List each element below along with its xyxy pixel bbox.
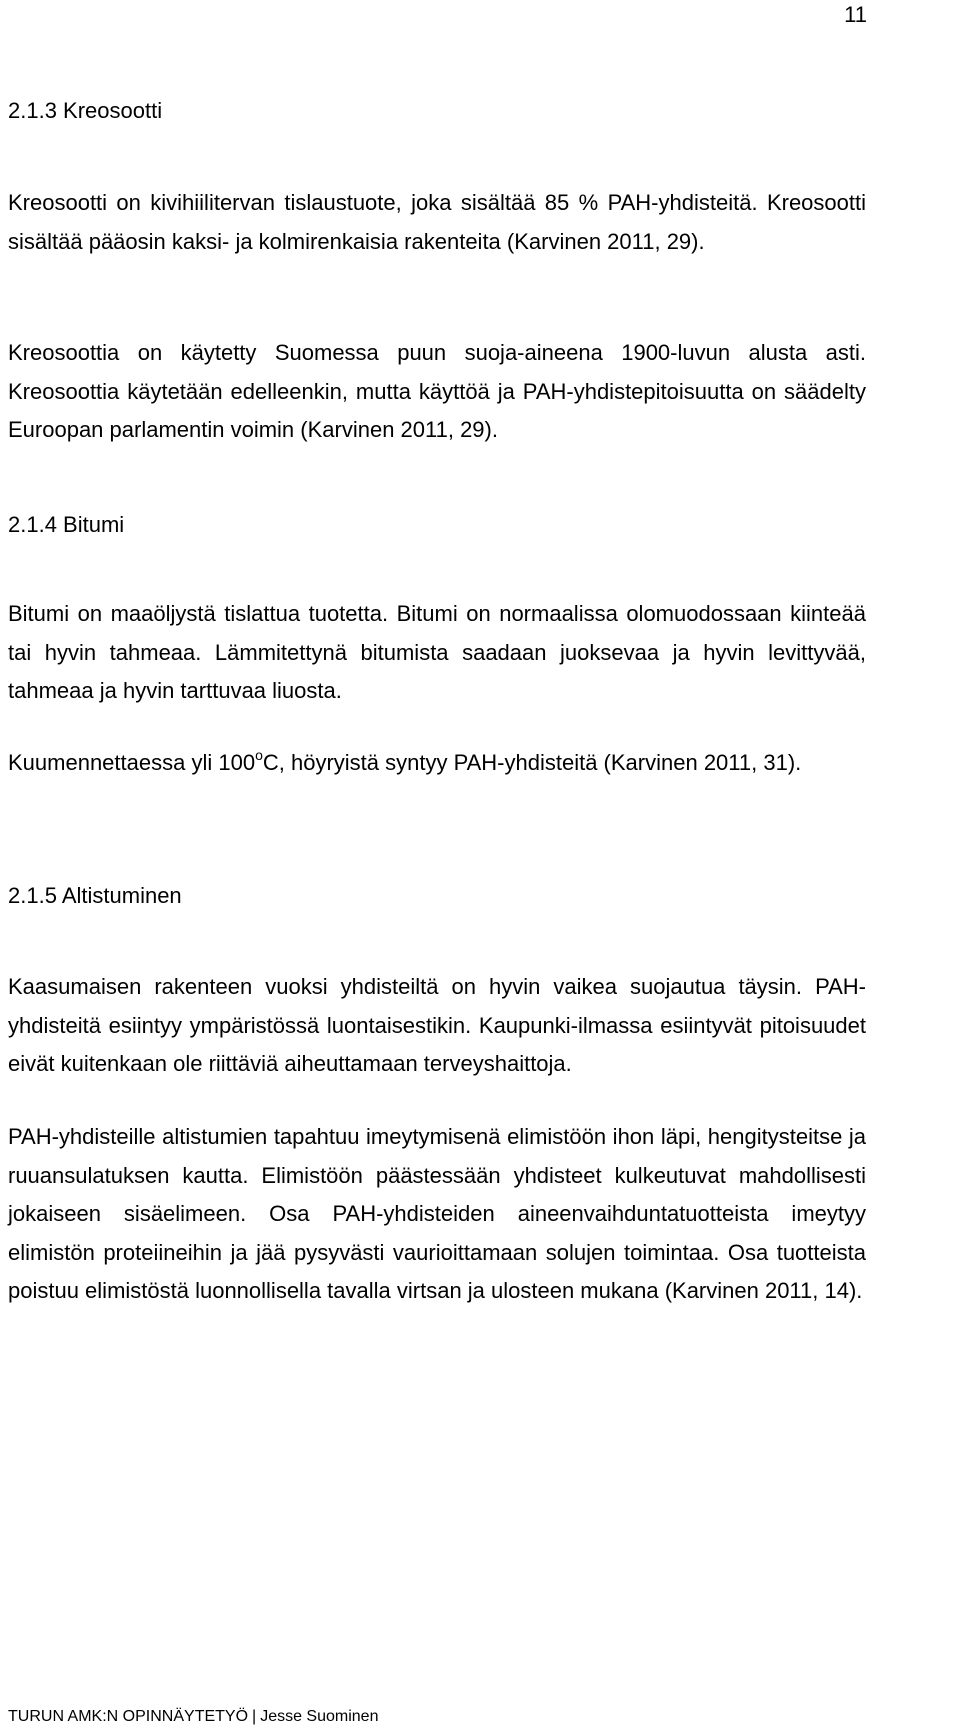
temperature-text-before: Kuumennettaessa yli 100 [8, 750, 256, 775]
footer-author: Jesse Suominen [260, 1708, 379, 1725]
section-heading-kreosootti: 2.1.3 Kreosootti [8, 98, 163, 123]
section-heading-altistuminen: 2.1.5 Altistuminen [8, 883, 182, 908]
paragraph-altistuminen-2: PAH-yhdisteille altistumien tapahtuu imeytymisenä elimistöön ihon läpi, hengitysteitse ja ruuansulatuksen kautta. Elimistöön päästessään yhdisteet kulkeutuvat mahdollisesti jokaiseen sisäelimeen. Osa PAH-yhdisteiden aineenvaihduntatuotteista imeytyy elimistön proteiineihin ja jää pysyvästi vaurioittamaan solujen toimintaa. Osa tuotteista poistuu elimistöstä luonnollisella tavalla virtsan ja ulosteen mukana (Karvinen 2011, 14). [8, 1124, 866, 1303]
paragraph-bitumi-2 [8, 744, 866, 783]
footer-institution: TURUN AMK:N OPINNÄYTETYÖ [8, 1708, 249, 1725]
footer-separator: | [252, 1708, 257, 1725]
section-heading-bitumi: 2.1.4 Bitumi [8, 512, 125, 537]
paragraph-kreosootti-2: Kreosoottia on käytetty Suomessa puun suoja-aineena 1900-luvun alusta asti. Kreosoottia käytetään edelleenkin, mutta käyttöä ja PAH-yhdistepitoisuutta on säädelty Euroopan parlamentin voimin (Karvinen 2011, 29). [8, 340, 866, 442]
paragraph-bitumi-1: Bitumi on maaöljystä tislattua tuotetta. Bitumi on normaalissa olomuodossaan kiinteää tai hyvin tahmeaa. Lämmitettynä bitumista saadaan juoksevaa ja hyvin levittyvää, tahmeaa ja hyvin tarttuvaa liuosta. [8, 601, 866, 703]
degree-superscript: o [255, 747, 263, 763]
footer [8, 1708, 378, 1726]
paragraph-kreosootti-1: Kreosootti on kivihiilitervan tislaustuote, joka sisältää 85 % PAH-yhdisteitä. Kreosootti sisältää pääosin kaksi- ja kolmirenkaisia rakenteita (Karvinen 2011, 29). [8, 190, 866, 254]
page-number: 11 [844, 2, 867, 27]
paragraph-altistuminen-1: Kaasumaisen rakenteen vuoksi yhdisteiltä on hyvin vaikea suojautua täysin. PAH-yhdisteitä esiintyy ympäristössä luontaisestikin. Kaupunki-ilmassa esiintyvät pitoisuudet eivät kuitenkaan ole riittäviä aiheuttamaan terveyshaittoja. [8, 974, 866, 1076]
temperature-text-after: C, höyryistä syntyy PAH-yhdisteitä (Karvinen 2011, 31). [262, 750, 802, 775]
